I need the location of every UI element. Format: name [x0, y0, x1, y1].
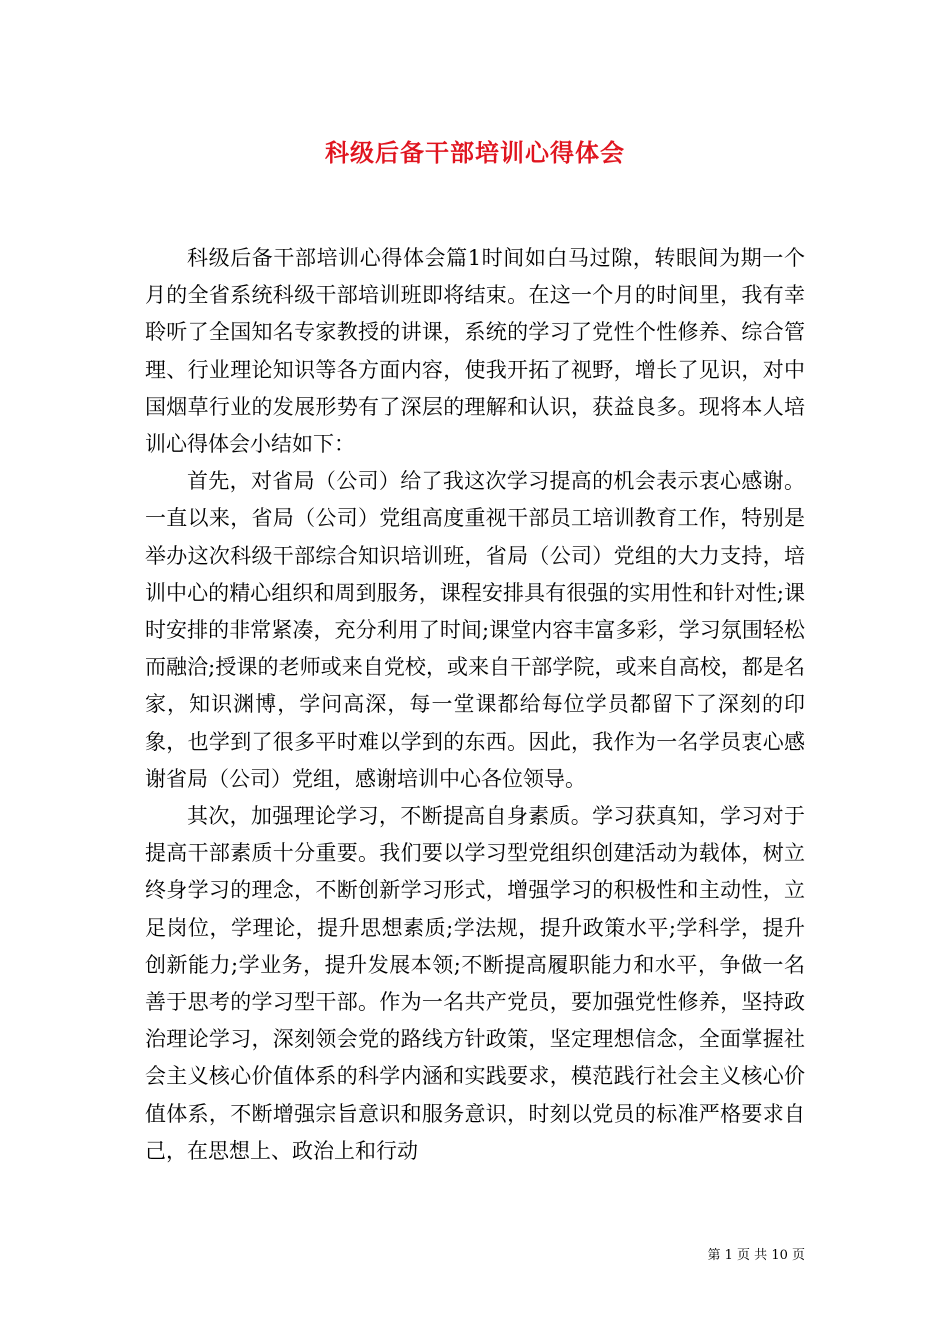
document-body	[145, 240, 805, 1170]
document-title: 科级后备干部培训心得体会	[325, 138, 625, 167]
paragraph-2: 首先，对省局（公司）给了我这次学习提高的机会表示衷心感谢。一直以来，省局（公司）党组高度重视干部员工培训教育工作，特别是举办这次科级干部综合知识培训班，省局（公司）党组的大力支持，培训中心的精心组织和周到服务，课程安排具有很强的实用性和针对性;课时安排的非常紧凑，充分利用了时间;课堂内容丰富多彩，学习氛围轻松而融洽;授课的老师或来自党校，或来自干部学院，或来自高校，都是名家，知识渊博，学问高深，每一堂课都给每位学员都留下了深刻的印象，也学到了很多平时难以学到的东西。因此，我作为一名学员衷心感谢省局（公司）党组，感谢培训中心各位领导。	[145, 469, 805, 791]
paragraph-1: 科级后备干部培训心得体会篇1时间如白马过隙，转眼间为期一个月的全省系统科级干部培训班即将结束。在这一个月的时间里，我有幸聆听了全国知名专家教授的讲课，系统的学习了党性个性修养、综合管理、行业理论知识等各方面内容，使我开拓了视野，增长了见识，对中国烟草行业的发展形势有了深层的理解和认识，获益良多。现将本人培训心得体会小结如下：	[145, 246, 805, 457]
page-number-footer: 第 1 页 共 10 页	[707, 1248, 805, 1263]
paragraph-3: 其次，加强理论学习，不断提高自身素质。学习获真知，学习对于提高干部素质十分重要。我们要以学习型党组织创建活动为载体，树立终身学习的理念，不断创新学习形式，增强学习的积极性和主动性，立足岗位，学理论，提升思想素质;学法规，提升政策水平;学科学，提升创新能力;学业务，提升发展本领;不断提高履职能力和水平，争做一名善于思考的学习型干部。作为一名共产党员，要加强党性修养，坚持政治理论学习，深刻领会党的路线方针政策，坚定理想信念，全面掌握社会主义核心价值体系的科学内涵和实践要求，模范践行社会主义核心价值体系，不断增强宗旨意识和服务意识，时刻以党员的标准严格要求自己，在思想上、政治上和行动	[145, 804, 805, 1163]
